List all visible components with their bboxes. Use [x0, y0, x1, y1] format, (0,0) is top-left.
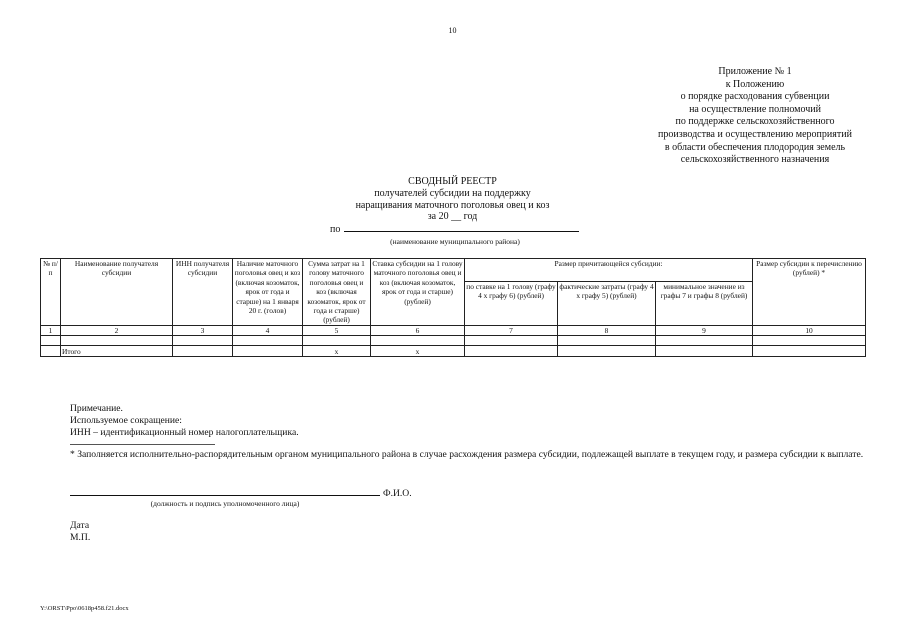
appendix-block — [560, 66, 905, 167]
footnote: * Заполняется исполнительно-распорядительным органом муниципального района в случае расхождения размера субсидии, подлежащей выплате в текущем году, и размера субсидии к выплате. — [70, 449, 864, 460]
table-cell — [753, 336, 866, 346]
appendix-line: в области обеспечения плодородия земель — [664, 141, 846, 153]
table-cell — [233, 346, 303, 357]
table-cell — [558, 346, 656, 357]
total-row — [41, 346, 866, 357]
column-number: 8 — [558, 325, 656, 335]
document-title — [0, 176, 905, 223]
registry-table — [40, 258, 866, 357]
signature-caption: (должность и подпись уполномоченного лица) — [150, 499, 300, 508]
district-field — [330, 222, 579, 235]
table-cell — [656, 346, 753, 357]
total-col5: х — [303, 346, 371, 357]
district-label: по — [330, 224, 341, 235]
signature-blank-line — [70, 486, 380, 496]
header-cell: Размер причитающейся субсидии: — [465, 259, 753, 282]
date-stamp-block — [70, 520, 90, 544]
page-number: 10 — [448, 26, 457, 35]
column-number: 10 — [753, 325, 866, 335]
empty-data-row — [41, 336, 866, 346]
table-cell — [465, 336, 558, 346]
note-line: ИНН – идентификационный номер налогоплательщика. — [70, 426, 299, 438]
table-cell — [173, 346, 233, 357]
table-cell — [753, 346, 866, 357]
signature-field — [70, 486, 412, 499]
title-line: СВОДНЫЙ РЕЕСТР — [408, 176, 497, 187]
appendix-line: о порядке расходования субвенции — [680, 91, 830, 103]
title-line: получателей субсидии на поддержку — [374, 187, 531, 199]
table-cell — [303, 336, 371, 346]
header-cell: Сумма затрат на 1 голову маточного поголовья овец и коз (включая козоматок, ярок от года и старше) (рублей) — [303, 259, 371, 326]
table-cell — [173, 336, 233, 346]
header-cell: Наличие маточного поголовья овец и коз (включая козоматок, ярок от года и старше) на 1 января 20 г. (голов) — [233, 259, 303, 326]
district-blank-line — [344, 222, 579, 232]
title-line: за 20 __ год — [427, 211, 478, 223]
district-caption: (наименование муниципального района) — [390, 237, 520, 246]
file-path: Y:\ORST\Ppo\0618p458.f21.docx — [40, 605, 129, 612]
table-cell — [656, 336, 753, 346]
column-number: 5 — [303, 325, 371, 335]
header-cell: Размер субсидии к перечислению (рублей) * — [753, 259, 866, 326]
appendix-line: на осуществление полномочий — [689, 103, 821, 115]
column-number: 3 — [173, 325, 233, 335]
appendix-line: сельскохозяйственного назначения — [680, 154, 830, 166]
table-cell — [233, 336, 303, 346]
appendix-line: производства и осуществлению мероприятий — [658, 128, 852, 140]
notes-block — [70, 403, 299, 438]
total-col6: х — [371, 346, 465, 357]
fio-label: Ф.И.О. — [383, 488, 412, 499]
total-label: Итого — [61, 346, 173, 357]
column-number: 7 — [465, 325, 558, 335]
appendix-line: к Положению — [725, 78, 785, 90]
appendix-line: по поддержке сельскохозяйственного — [675, 116, 835, 128]
column-number: 6 — [371, 325, 465, 335]
header-cell: Ставка субсидии на 1 голову маточного поголовья овец и коз (включая козоматок, ярок от года и старше) (рублей) — [371, 259, 465, 326]
table-cell — [371, 336, 465, 346]
stamp-label: М.П. — [70, 532, 91, 543]
subheader-cell: по ставке на 1 голову (графу 4 х графу 6) (рублей) — [465, 282, 558, 326]
note-line: Примечание. — [70, 403, 123, 414]
table-cell — [465, 346, 558, 357]
subheader-cell: минимальное значение из графы 7 и графы 8 (рублей) — [656, 282, 753, 326]
title-line: наращивания маточного поголовья овец и коз — [355, 199, 550, 211]
date-label: Дата — [70, 520, 90, 531]
header-cell: ИНН получателя субсидии — [173, 259, 233, 326]
column-number: 1 — [41, 325, 61, 335]
footnote-separator — [70, 444, 215, 445]
column-number: 2 — [61, 325, 173, 335]
table-cell — [41, 336, 61, 346]
note-line: Используемое сокращение: — [70, 414, 182, 426]
appendix-line: Приложение № 1 — [718, 66, 792, 77]
table-cell — [558, 336, 656, 346]
header-cell: Наименование получателя субсидии — [61, 259, 173, 326]
column-number-row — [41, 325, 866, 335]
column-number: 4 — [233, 325, 303, 335]
subheader-cell: фактические затраты (графу 4 х графу 5) (рублей) — [558, 282, 656, 326]
column-number: 9 — [656, 325, 753, 335]
header-row — [41, 259, 866, 282]
header-cell: № п/п — [41, 259, 61, 326]
table-cell — [61, 336, 173, 346]
table-cell — [41, 346, 61, 357]
